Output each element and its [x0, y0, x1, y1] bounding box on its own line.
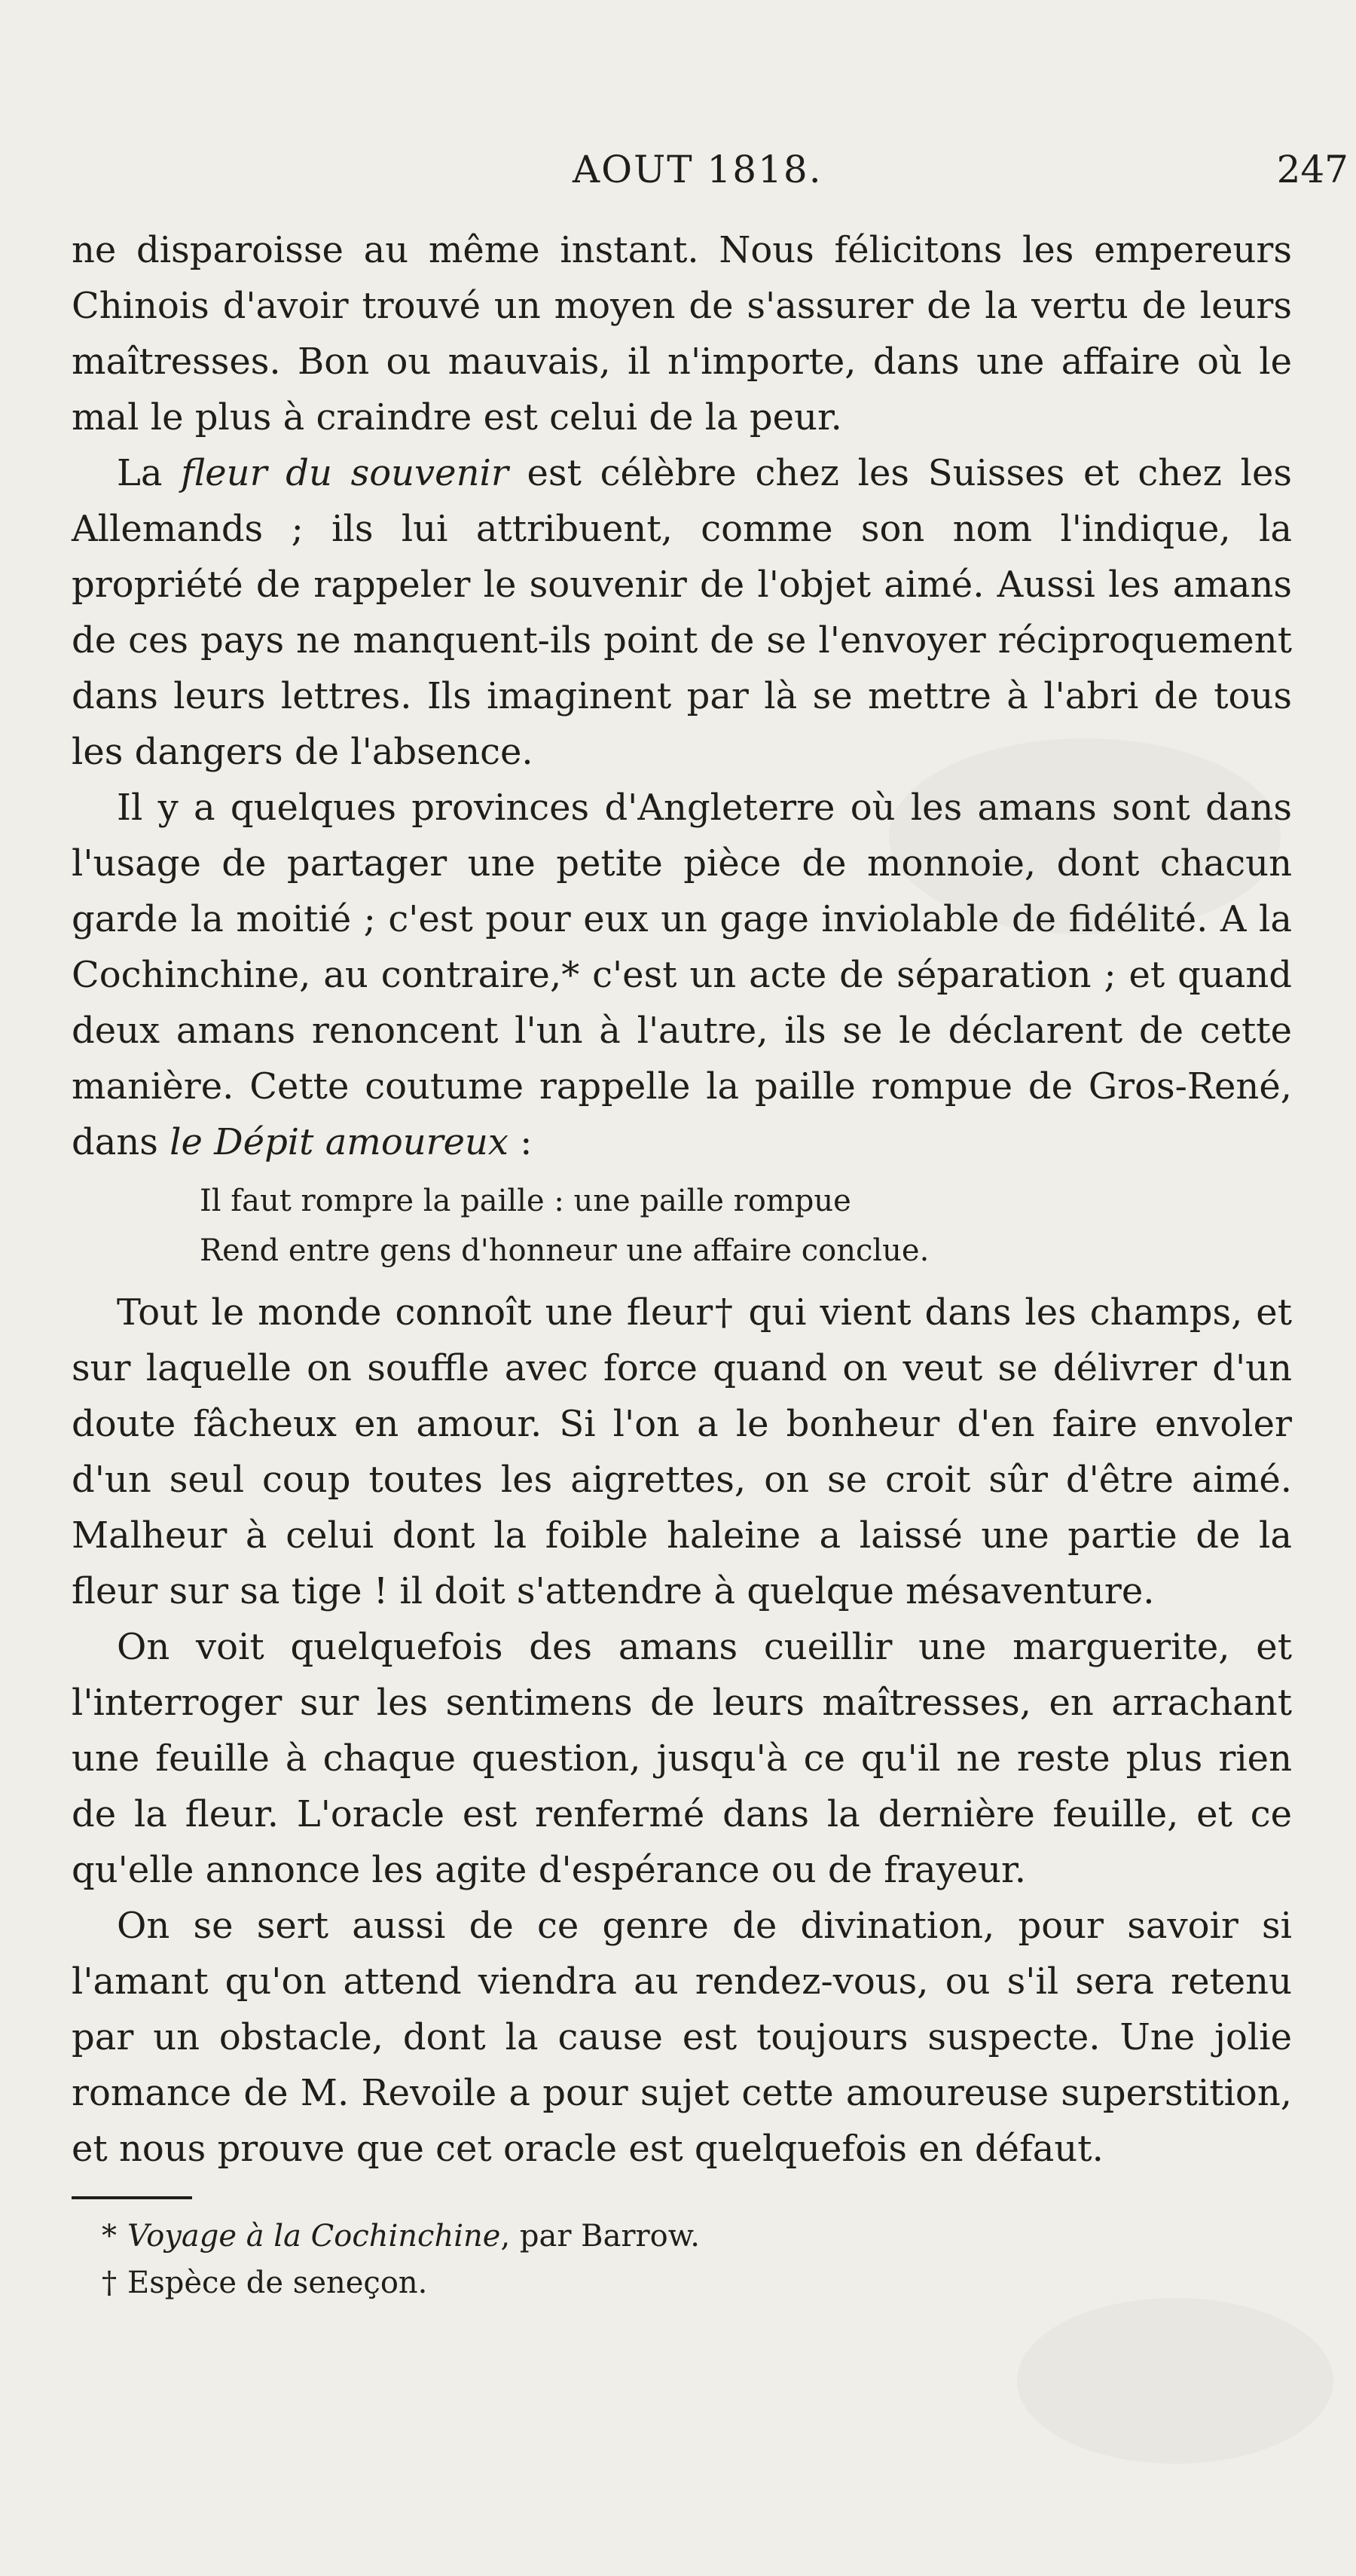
text-run: , par Barrow.: [500, 2219, 700, 2254]
text-run: Tout le monde connoît une fleur† qui vient dans les champs, et sur laquelle on souffle avec force quand on veut se délivrer d'un doute fâcheux en amour. Si l'on a le bonheur d'en faire envoler d'un seul coup toutes les aigrettes, on se croit sûr d'être aimé. Malheur à celui dont la foible haleine a laissé une partie de la fleur sur sa tige ! il doit s'attendre à quelque mésaventure.: [72, 1291, 1292, 1612]
footnote-text: [127, 2219, 700, 2254]
text-run: La: [117, 452, 182, 494]
text-run: ne disparoisse au même instant. Nous félicitons les empereurs Chinois d'avoir trouvé un moyen de s'assurer de la vertu de leurs maîtresses. Bon ou mauvais, il n'importe, dans une affaire où le mal le plus à craindre est celui de la peur.: [72, 229, 1292, 439]
text-run: Espèce de seneçon.: [127, 2266, 428, 2300]
italic-text: le Dépit amoureux: [170, 1121, 508, 1163]
footnote-text: [127, 2266, 427, 2300]
text-run: On se sert aussi de ce genre de divination, pour savoir si l'amant qu'on attend viendra au rendez-vous, ou s'il sera retenu par un obstacle, dont la cause est toujours suspecte. Une jolie romance de M. Revoile a pour sujet cette amoureuse superstition, et nous prouve que cet oracle est quelquefois en défaut.: [72, 1905, 1292, 2170]
italic-text: fleur du souvenir: [181, 452, 508, 494]
text-run: est célèbre chez les Suisses et chez les Allemands ; ils lui attribuent, comme son nom l'indique, la propriété de rappeler le souvenir de l'objet aimé. Aussi les amans de ces pays ne manquent-ils point de se l'envoyer réciproquement dans leurs lettres. Ils imaginent par là se mettre à l'abri de tous les dangers de l'absence.: [72, 452, 1292, 773]
text-run: :: [508, 1121, 533, 1163]
paragraph: [72, 1619, 1292, 1898]
verse-quotation: [200, 1176, 1292, 1276]
paper-stain: [1017, 2298, 1333, 2464]
verse-line: Rend entre gens d'honneur une affaire conclue.: [200, 1233, 930, 1268]
paragraph: [72, 1898, 1292, 2177]
paragraph: [72, 780, 1292, 1170]
page-body: [72, 222, 1292, 2306]
page-number: 247: [1276, 148, 1348, 191]
text-run: Il y a quelques provinces d'Angleterre où les amans sont dans l'usage de partager une petite pièce de monnoie, dont chacun garde la moitié ; c'est pour eux un gage inviolable de fidélité. A la Cochinchine, au contraire,* c'est un acte de séparation ; et quand deux amans renoncent l'un à l'autre, ils se le déclarent de cette manière. Cette coutume rappelle la paille rompue de Gros-René, dans: [72, 787, 1292, 1163]
page-header: [83, 148, 1348, 208]
paragraph: [72, 445, 1292, 780]
footnote-mark: †: [102, 2266, 117, 2300]
footnote: [72, 2213, 1292, 2260]
footnote-divider: [72, 2196, 192, 2199]
verse-line: Il faut rompre la paille : une paille rompue: [200, 1184, 851, 1218]
paragraph: [72, 1285, 1292, 1619]
paragraph: [72, 222, 1292, 445]
text-run: On voit quelquefois des amans cueillir une marguerite, et l'interroger sur les sentimens de leurs maîtresses, en arrachant une feuille à chaque question, jusqu'à ce qu'il ne reste plus rien de la fleur. L'oracle est renfermé dans la dernière feuille, et ce qu'elle annonce les agite d'espérance ou de frayeur.: [72, 1626, 1292, 1891]
footnote: [72, 2260, 1292, 2306]
running-head: AOUT 1818.: [573, 148, 823, 191]
footnote-mark: *: [102, 2219, 117, 2254]
italic-text: Voyage à la Cochinchine: [127, 2219, 501, 2254]
